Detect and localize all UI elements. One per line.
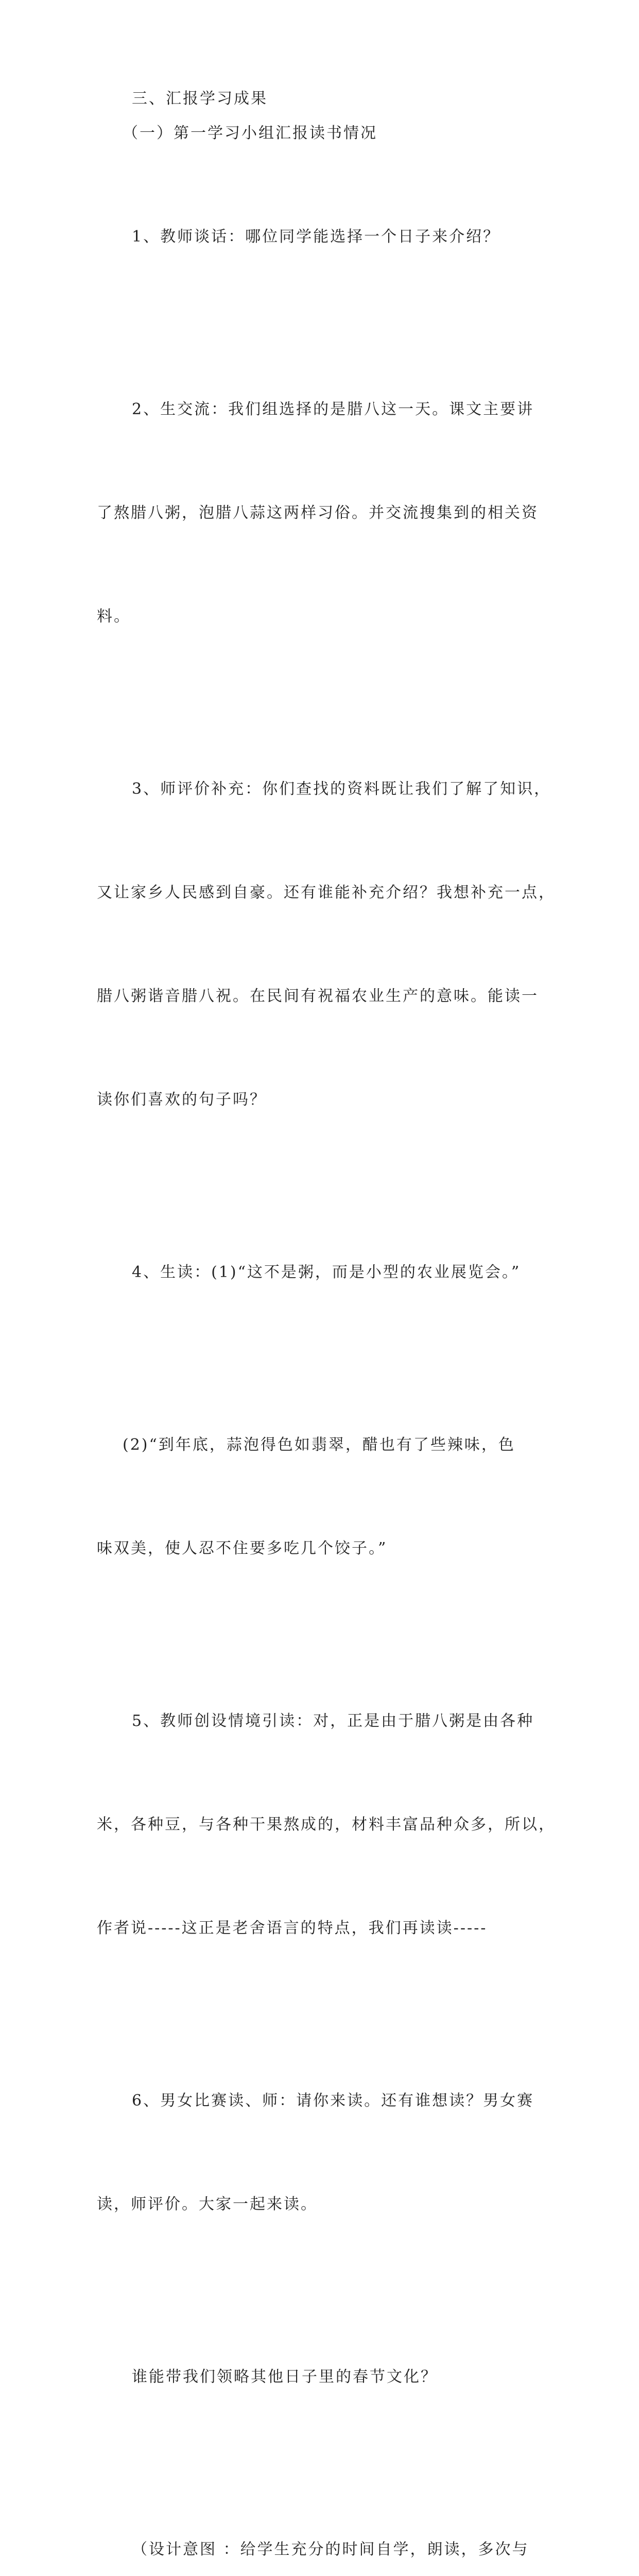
paragraph-item-1 [97,150,550,323]
paragraph-design-intent [97,2463,550,2576]
paragraph-item-4-quote-2 [97,1359,550,1635]
text-line: 米，各种豆，与各种干果熬成的，材料丰富品种众多，所以， [97,1816,556,1834]
paragraph-item-6 [97,2014,550,2291]
text-line: 5、教师创设情境引读：对，正是由于腊八粥是由各种 [132,1712,534,1730]
text-line: 又让家乡人民感到自豪。还有谁能补充介绍？我想补充一点， [97,884,556,902]
text-line: 2、生交流：我们组选择的是腊八这一天。课文主要讲 [132,400,534,418]
paragraph-question [97,2291,550,2463]
text-line: 1、教师谈话：哪位同学能选择一个日子来介绍？ [132,228,500,246]
subsection-heading: （一）第一学习小组汇报读书情况 [123,124,377,142]
text-line: 料。 [97,607,131,625]
document-body [97,81,556,2576]
paragraph-item-5 [97,1635,556,2014]
text-line: （设计意图 ：给学生充分的时间自学，朗读，多次与 [132,2540,529,2558]
paragraph-item-3 [97,703,556,1186]
text-line: 6、男女比赛读、师：请你来读。还有谁想读？男女赛 [132,2092,534,2110]
text-line: (2)“到年底，蒜泡得色如翡翠，醋也有了些辣味，色 [123,1436,515,1454]
text-line: 读你们喜欢的句子吗？ [97,1091,267,1109]
text-line: 4、生读：(1)“这不是粥，而是小型的农业展览会。” [132,1263,521,1281]
paragraph-item-2 [97,323,550,703]
section-heading: 三、汇报学习成果 [132,90,268,108]
text-line: 了熬腊八粥，泡腊八蒜这两样习俗。并交流搜集到的相关资 [97,504,539,522]
text-line: 读，师评价。大家一起来读。 [97,2195,318,2213]
text-line: 腊八粥谐音腊八祝。在民间有祝福农业生产的意味。能读一 [97,987,539,1005]
text-line: 作者说-----这正是老舍语言的特点，我们再读读----- [97,1919,488,1937]
paragraph-item-4 [97,1186,550,1359]
text-line: 3、师评价补充：你们查找的资料既让我们了解了知识， [132,780,551,798]
text-line: 味双美，使人忍不住要多吃几个饺子。” [97,1539,388,1557]
text-line: 谁能带我们领略其他日子里的春节文化？ [132,2368,438,2386]
